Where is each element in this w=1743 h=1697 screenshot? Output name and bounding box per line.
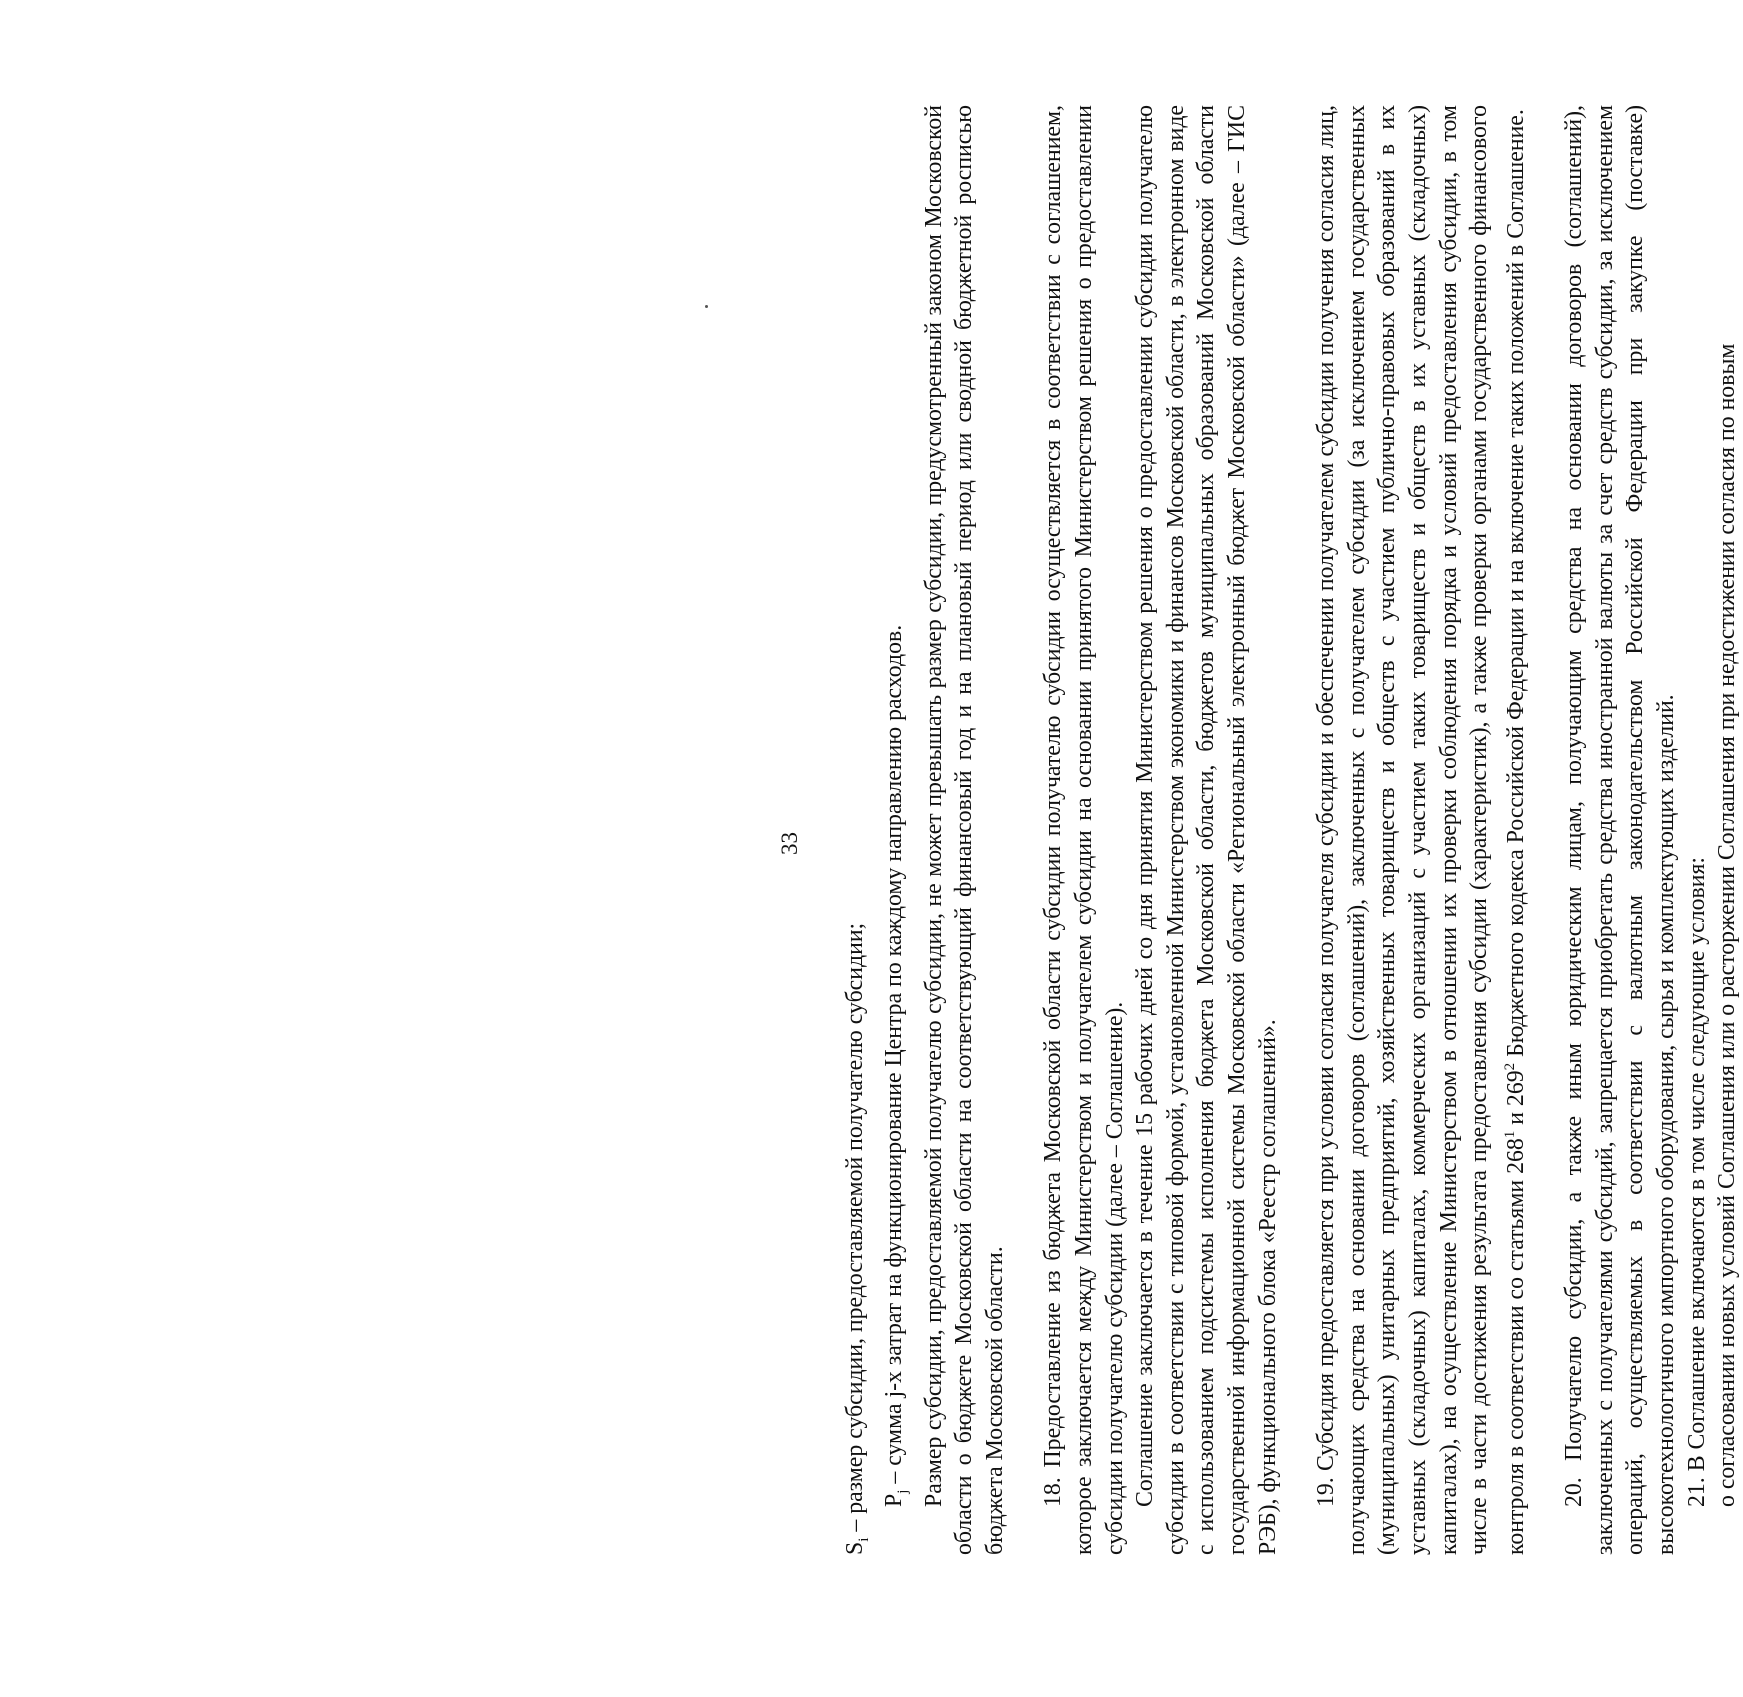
document-body xyxy=(840,105,1743,1555)
paragraph-19: 19. Субсидия предоставляется при условии согласия получателя субсидии и обеспечении получателем субсидии получения согласия лиц, получающих средства на основании договоров (соглашений), заключенных с получателем субсидии (за исключением государственных (муниципальных) унитарных предприятий, хозяйственных товариществ и обществ с участием публично-правовых образований в их уставных (складочных) капиталах, коммерческих организаций с участием таких товариществ и обществ в их уставных (складочных) капиталах), на осуществление Министерством в отношении их проверки соблюдения порядка и условий предоставления субсидии, в том числе в части достижения результата предоставления субсидии (характеристик), а также проверки органами государственного финансового контроля в соответствии со статьями $268^1$ и $269^2$ Бюджетного кодекса Российской Федерации и на включение таких положений в Соглашение. xyxy=(1313,105,1529,1555)
paragraph-subsidy-size: Размер субсидии, предоставляемой получателю субсидии, не может превышать размер субсидии, предусмотренный законом Московской области о бюджете Московской области на соответствующий финансовый год и на плановый период или сводной бюджетной росписью бюджета Московской области. xyxy=(920,105,1008,1555)
scan-speck xyxy=(705,305,708,308)
rotated-page xyxy=(150,105,1741,1555)
paragraph-20: 20. Получателю субсидии, а также иным юридическим лицам, получающим средства на основании договоров (соглашений), заключенных с получателями субсидий, запрещается приобретать средства иностранной валюты за счет средств субсидии, за исключением операций, осуществляемых в соответствии с валютным законодательством Российской Федерации при закупке (поставке) высокотехнологичного импортного оборудования, сырья и комплектующих изделий. xyxy=(1561,105,1680,1555)
paragraph-21: 21. В Соглашение включаются в том числе следующие условия: xyxy=(1683,856,1710,1507)
paragraph-21-condition: о согласовании новых условий Соглашения или о расторжении Соглашения при недостижении согласия по новым xyxy=(1714,343,1741,1507)
paragraph-si: $S_i$ – размер субсидии, предоставляемой получателю субсидии; xyxy=(842,922,872,1555)
paragraph-pj: $P_j$ – сумма j-x затрат на функционирование Центра по каждому направлению расходов. xyxy=(881,624,912,1507)
paragraph-18: 18. Предоставление из бюджета Московской области субсидии получателю субсидии осуществляется в соответствии с соглашением, которое заключается между Министерством и получателем субсидии на основании принятого Министерством решения о предоставлении субсидии получателю субсидии (далее – Соглашение). xyxy=(1040,105,1128,1555)
paragraph-18-agreement: Соглашение заключается в течение 15 рабочих дней со дня принятия Министерством решения о предоставлении субсидии получателю субсидии в соответствии с типовой формой, установленной Министерством экономики и финансов Московской области, в электронном виде с использованием подсистемы исполнения бюджета Московской области, бюджетов муниципальных образований Московской области государственной информационной системы Московской области «Региональный электронный бюджет Московской области» (далее – ГИС РЭБ), функционального блока «Реестр соглашений». xyxy=(1132,105,1281,1555)
page-number: 33 xyxy=(777,832,802,855)
